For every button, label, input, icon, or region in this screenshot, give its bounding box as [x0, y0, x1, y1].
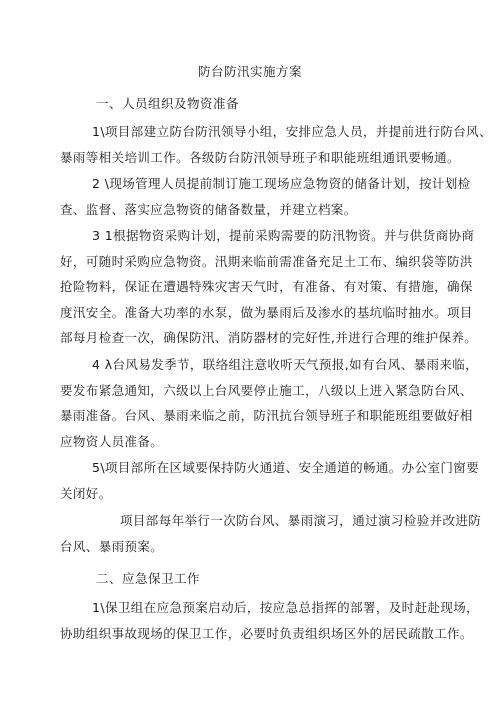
paragraph-line: 暴雨准备。台风、暴雨来临之前，防汛抗台领导班子和职能班组要做好相 — [60, 408, 473, 423]
paragraph-line: 2 \现场管理人员提前制订施工现场应急物资的储备计划，按计划检 — [92, 176, 471, 191]
paragraph-line: 要发布紧急通知，六级以上台风要停止施工，八级以上进入紧急防台风、 — [60, 382, 473, 398]
paragraph-line: 查、监督、落实应急物资的储备数量，并建立档案。 — [60, 201, 357, 217]
paragraph-line: 关闭好。 — [60, 485, 112, 501]
paragraph-line: 项目部每年举行一次防台风、暴雨演习，通过演习检验并改进防 — [120, 513, 482, 528]
paragraph-line: 1\保卫组在应急预案启动后，按应急总指挥的部署，及时赶赴现场， — [92, 600, 480, 615]
paragraph-1 — [60, 119, 492, 170]
section-heading-security: 二、应急保卫工作 — [96, 571, 201, 586]
paragraph-2 — [60, 171, 471, 222]
paragraph-line: 度汛安全。准备大功率的水泵，做为暴雨后及渗水的基坑临时抽水。项目 — [60, 304, 473, 320]
paragraph-line: 好，可随时采购应急物资。汛期来临前需准备充足土工布、编织袋等防洪 — [60, 253, 473, 269]
paragraph-line: 3 1根据物资采购计划，提前采购需要的防汛物资。并与供货商协商 — [92, 228, 475, 243]
paragraph-line: 4 λ台风易发季节，联络组注意收听天气预报,如有台风、暴雨来临， — [92, 357, 479, 372]
paragraph-line: 暴雨等相关培训工作。各级防台防汛领导班子和职能班组通讯要畅通。 — [60, 149, 460, 165]
section-heading-preparation: 一、人员组织及物资准备 — [96, 96, 240, 111]
paragraph-line: 协助组织事故现场的保卫工作，必要时负责组织场区外的居民疏散工作。 — [60, 625, 473, 641]
paragraph-4 — [60, 352, 479, 454]
paragraph-5 — [60, 455, 480, 506]
paragraph-6 — [60, 508, 482, 559]
paragraph-3 — [60, 223, 478, 351]
paragraph-line: 1\项目部建立防台防汛领导小组，安排应急人员，并提前进行防台风、 — [92, 124, 492, 139]
paragraph-line: 台风、暴雨预案。 — [60, 538, 164, 554]
paragraph-line: 5\项目部所在区域要保持防火通道、安全通道的畅通。办公室门窗要 — [92, 460, 480, 475]
document-title: 防台防汛实施方案 — [197, 64, 302, 79]
paragraph-line: 应物资人员准备。 — [60, 433, 164, 449]
paragraph-line: 抢险物料，保证在遭遇特殊灾害天气时，有准备、有对策、有措施，确保 — [60, 279, 473, 294]
paragraph-7 — [60, 595, 480, 646]
paragraph-line: 部每月检查一次，确保防汛、消防器材的完好性,并进行合理的维护保养。 — [60, 330, 478, 345]
